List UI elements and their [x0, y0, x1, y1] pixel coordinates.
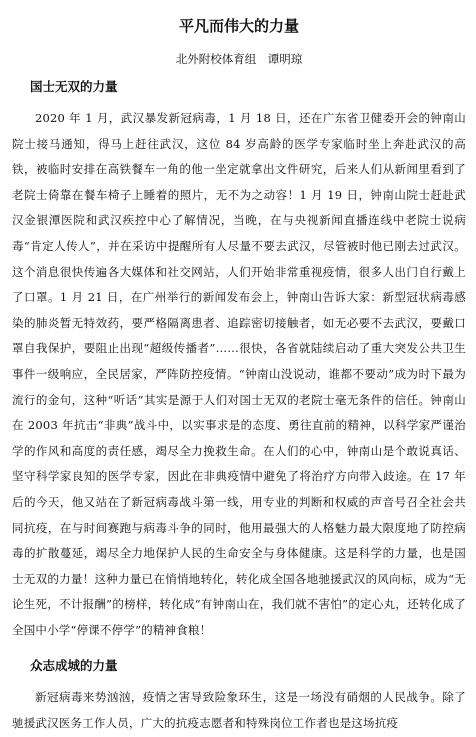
document-title: 平凡而伟大的力量: [178, 17, 299, 35]
section-1: [12, 78, 466, 643]
section-heading: 众志成城的力量: [30, 658, 118, 674]
section-2: [12, 657, 466, 736]
section-heading: 国士无双的力量: [30, 79, 118, 94]
section-paragraph: 2020 年 1 月，武汉暴发新冠病毒，1 月 18 日，还在广东省卫健委开会的钟南山院士接马通知，得马上赶往武汉，这位 84 岁高龄的医学专家临时坐上奔赴武汉的高铁，被临时安排在高铁餐车一角的他一坐定就拿出文件研究，后来人们从新闻里看到了老院士倚靠在餐车椅子上睡着的照片，无不为之动容！1 月 19 日，钟南山院士赶赴武汉金银潭医院和武汉疾控中心了解情况，当晚，在与央视新闻直播连线中老院士说病毒“肯定人传人”，并在采访中提醒所有人尽量不要去武汉，尽管被时他已刚去过武汉。这个消息很快传遍各大媒体和社交网站，人们开始非常重视疫情，很多人出门自行戴上了口罩。1 月 21 日，在广州举行的新闻发布会上，钟南山告诉大家：新型冠状病毒感染的肺炎暂无特效药，要严格隔离患者、追踪密切接触者，如无必要不去武汉，要戴口罩自我保护，要阻止出现“超级传播者”……很快，各省就陆续启动了重大突发公共卫生事件一级响应，全民居家，严阵防控疫情。“钟南山没说动，谁都不要动”成为时下最为流行的金句，这种“听话”其实是源于人们对国士无双的老院士毫无条件的信任。钟南山在 2003 年抗击“非典”战斗中，以实事求是的态度、勇往直前的精神，以科学家严谨治学的作风和高度的责任感，竭尽全力挽救生命。在人们的心中，钟南山是个敢说真话、坚守科学家良知的医学专家，因此在非典疫情中避免了将治疗方向带入歧途。在 17 年后的今天，他又站在了新冠病毒战斗第一线，用专业的判断和权威的声音号召全社会共同抗疫，在与时间赛跑与病毒斗争的同时，他用最强大的人格魅力最大限度地了防控病毒的扩散蔓延，竭尽全力地保护人民的生命安全与身体健康。这是科学的力量，也是国士无双的力量！这种力量已在悄悄地转化，转化成全国各地驰援武汉的风向标，成为“无论生死，不计报酬”的榜样，转化成“有钟南山在，我们就不害怕”的定心丸，还转化成了全国中小学“停课不停学”的精神食粮！: [12, 111, 466, 637]
author-byline: 北外附校体育组 谭明琼: [175, 52, 303, 66]
section-paragraph: 新冠病毒来势汹汹，疫情之害导致险象环生，这是一场没有硝烟的人民战争。除了驰援武汉医务工作人员，广大的抗疫志愿者和特殊岗位工作者也是这场抗疫: [12, 690, 466, 731]
